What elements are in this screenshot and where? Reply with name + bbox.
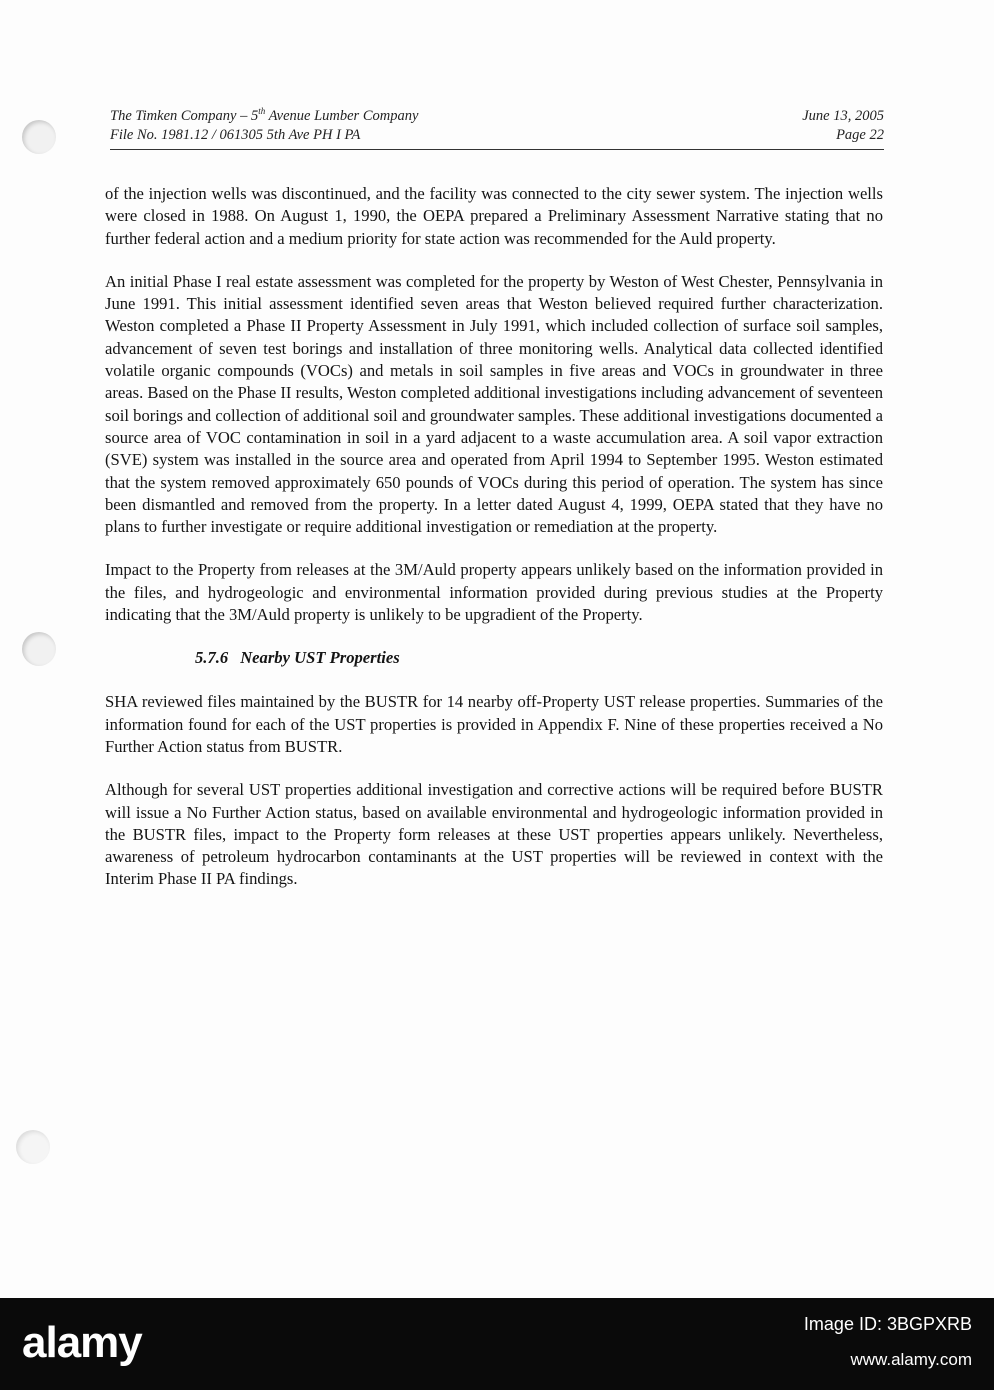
paragraph: of the injection wells was discontinued, and the facility was connected to the city sewer system. The injection wells were closed in 1988. On August 1, 1990, the OEPA prepared a Preliminary Assessment Narrative stating that no further federal action and a medium priority for state action was recommended for the Auld property. xyxy=(105,184,883,248)
paragraph: SHA reviewed files maintained by the BUSTR for 14 nearby off-Property UST release properties. Summaries of the information found for each of the UST properties is provided in Appendix F. Nine of these properties received a No Further Action status from BUSTR. xyxy=(105,692,883,756)
watermark-url: www.alamy.com xyxy=(850,1350,972,1369)
section-title: Nearby UST Properties xyxy=(240,648,400,668)
punch-hole xyxy=(16,1130,50,1164)
document-body xyxy=(105,183,883,912)
header-file-number: File No. 1981.12 / 061305 5th Ave PH I PA xyxy=(110,127,361,143)
paragraph: An initial Phase I real estate assessment was completed for the property by Weston of West Chester, Pennsylvania in June 1991. This initial assessment identified seven areas that Weston believed required further characterization. Weston completed a Phase II Property Assessment in July 1991, which included collection of surface soil samples, advancement of seven test borings and installation of three monitoring wells. Analytical data collected identified volatile organic compounds (VOCs) and metals in soil samples in five areas and VOCs in groundwater in three areas. Based on the Phase II results, Weston completed additional investigations including advancement of seventeen soil borings and collection of additional soil and groundwater samples. These additional investigations documented a source area of VOC contamination in soil in a yard adjacent to a waste accumulation area. A soil vapor extraction (SVE) system was installed in the source area and operated from April 1994 to September 1995. Weston estimated that the system removed approximately 650 pounds of VOCs during this period of operation. The system has since been dismantled and removed from the property. In a letter dated August 4, 1999, OEPA stated that they have no plans to further investigate or require additional investigation or remediation at the property. xyxy=(105,271,883,537)
punch-hole xyxy=(22,632,56,666)
header-right xyxy=(802,107,884,145)
alamy-logo: alamy xyxy=(22,1318,142,1367)
watermark-footer-bar xyxy=(0,1298,994,1390)
punch-hole xyxy=(22,120,56,154)
header-company-line: The Timken Company – 5th Avenue Lumber Company xyxy=(110,106,419,124)
image-id-label: Image ID: 3BGPXRB xyxy=(803,1314,972,1334)
page-header xyxy=(110,107,884,150)
section-number: 5.7.6 xyxy=(195,648,229,668)
header-left xyxy=(110,107,418,145)
header-date: June 13, 2005 xyxy=(802,108,884,124)
paragraph: Impact to the Property from releases at the 3M/Auld property appears unlikely based on the information provided in the files, and hydrogeologic and environmental information provided during previous studies at the Property indicating that the 3M/Auld property is unlikely to be upgradient of the Property. xyxy=(105,560,883,625)
section-heading xyxy=(195,647,883,669)
paragraph: Although for several UST properties additional investigation and corrective actions will be required before BUSTR will issue a No Further Action status, based on available environmental and hydrogeologic information provided in the BUSTR files, impact to the Property form releases at these UST properties appears unlikely. Nevertheless, awareness of petroleum hydrocarbon contaminants at the UST properties will be reviewed in context with the Interim Phase II PA findings. xyxy=(105,780,883,889)
header-page-number: Page 22 xyxy=(836,127,884,143)
